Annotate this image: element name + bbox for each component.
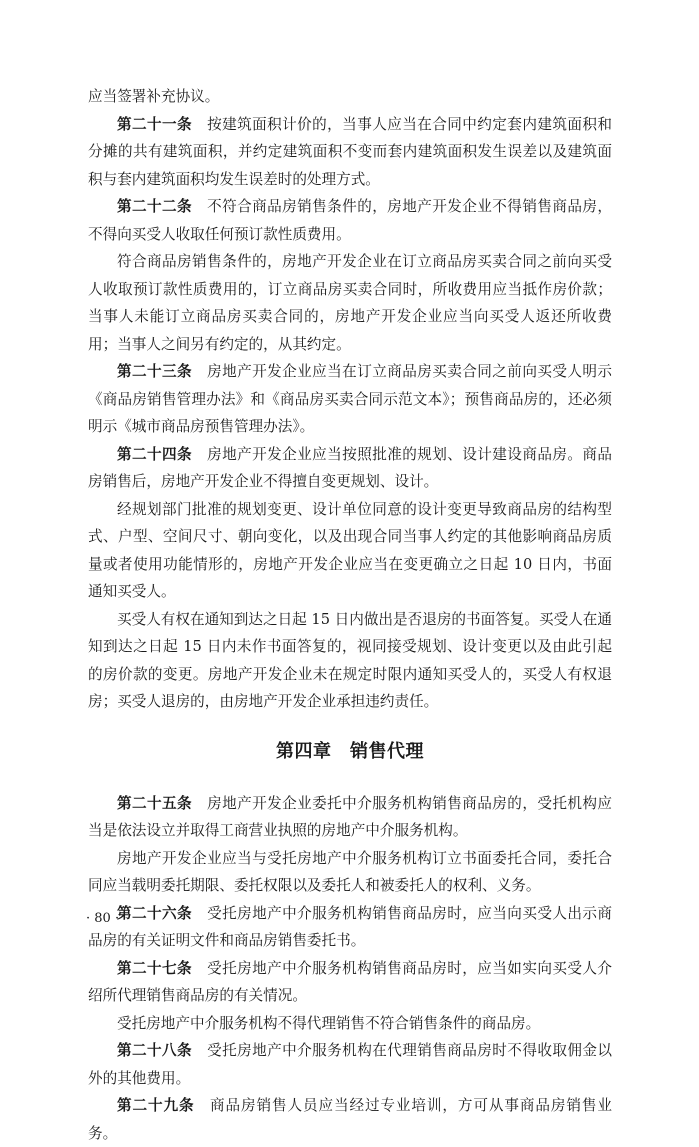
article-number: 第二十八条 [117, 1042, 193, 1059]
article-22 [88, 193, 612, 248]
article-text: 房地产开发企业委托中介服务机构销售商品房的，受托机构应当是依法设立并取得工商营业执照的房地产中介服务机构。 [88, 794, 612, 839]
article-25 [88, 790, 612, 845]
article-24 [88, 441, 612, 496]
chapter-title: 第四章 销售代理 [276, 740, 424, 762]
article-text: 按建筑面积计价的，当事人应当在合同中约定套内建筑面积和分摊的共有建筑面积，并约定建筑面积不变而套内建筑面积发生误差以及建筑面积与套内建筑面积均发生误差时的处理方式。 [88, 115, 612, 188]
article-29 [88, 1092, 612, 1147]
paragraph [88, 1010, 612, 1038]
paragraph-text: 应当签署补充协议。 [88, 88, 220, 105]
paragraph-text: 房地产开发企业应当与受托房地产中介服务机构订立书面委托合同，委托合同应当载明委托期限、委托权限以及委托人和被委托人的权利、义务。 [88, 849, 612, 894]
paragraph [88, 845, 612, 900]
paragraph [88, 496, 612, 606]
article-28 [88, 1037, 612, 1092]
article-23 [88, 358, 612, 441]
article-text: 房地产开发企业应当按照批准的规划、设计建设商品房。商品房销售后，房地产开发企业不得擅自变更规划、设计。 [88, 445, 612, 490]
article-number: 第二十六条 [117, 904, 193, 922]
article-text: 受托房地产中介服务机构在代理销售商品房时不得收取佣金以外的其他费用。 [88, 1042, 612, 1087]
article-number: 第二十二条 [117, 198, 193, 215]
article-text: 商品房销售人员应当经过专业培训，方可从事商品房销售业务。 [88, 1097, 612, 1142]
article-27 [88, 955, 612, 1010]
article-text: 受托房地产中介服务机构销售商品房时，应当向买受人出示商品房的有关证明文件和商品房销售委托书。 [88, 904, 612, 949]
article-number: 第二十九条 [117, 1097, 195, 1114]
article-21 [88, 111, 612, 194]
paragraph-text: 符合商品房销售条件的，房地产开发企业在订立商品房买卖合同之前向买受人收取预订款性质费用的，订立商品房买卖合同时，所收费用应当抵作房价款；当事人未能订立商品房买卖合同的，房地产开发企业应当向买受人返还所收费用；当事人之间另有约定的，从其约定。 [88, 253, 612, 353]
paragraph-text: 买受人有权在通知到达之日起 15 日内做出是否退房的书面答复。买受人在通知到达之日起 15 日内未作书面答复的，视同接受规划、设计变更以及由此引起的房价款的变更。房地产开发企业未在规定时限内通知买受人的，买受人有权退房；买受人退房的，由房地产开发企业承担违约责任。 [88, 610, 612, 710]
paragraph-text: 受托房地产中介服务机构不得代理销售不符合销售条件的商品房。 [117, 1014, 541, 1032]
article-number: 第二十四条 [117, 445, 193, 463]
article-26 [88, 900, 612, 955]
document-body [88, 83, 612, 1147]
article-text: 受托房地产中介服务机构销售商品房时，应当如实向买受人介绍所代理销售商品房的有关情况。 [88, 959, 612, 1004]
article-number: 第二十五条 [117, 794, 193, 812]
paragraph [88, 248, 612, 358]
article-number: 第二十七条 [117, 959, 193, 977]
page-number: · 80 · [86, 911, 120, 926]
paragraph-text: 经规划部门批准的规划变更、设计单位同意的设计变更导致商品房的结构型式、户型、空间尺寸、朝向变化，以及出现合同当事人约定的其他影响商品房质量或者使用功能情形的，房地产开发企业应当在变更确立之日起 10 日内，书面通知买受人。 [88, 500, 612, 600]
paragraph [88, 606, 612, 716]
article-number: 第二十一条 [117, 115, 193, 133]
paragraph [88, 83, 612, 111]
article-text: 不符合商品房销售条件的，房地产开发企业不得销售商品房，不得向买受人收取任何预订款性质费用。 [88, 198, 612, 243]
article-number: 第二十三条 [117, 363, 193, 380]
article-text: 房地产开发企业应当在订立商品房买卖合同之前向买受人明示《商品房销售管理办法》和《商品房买卖合同示范文本》；预售商品房的，还必须明示《城市商品房预售管理办法》。 [88, 363, 612, 435]
